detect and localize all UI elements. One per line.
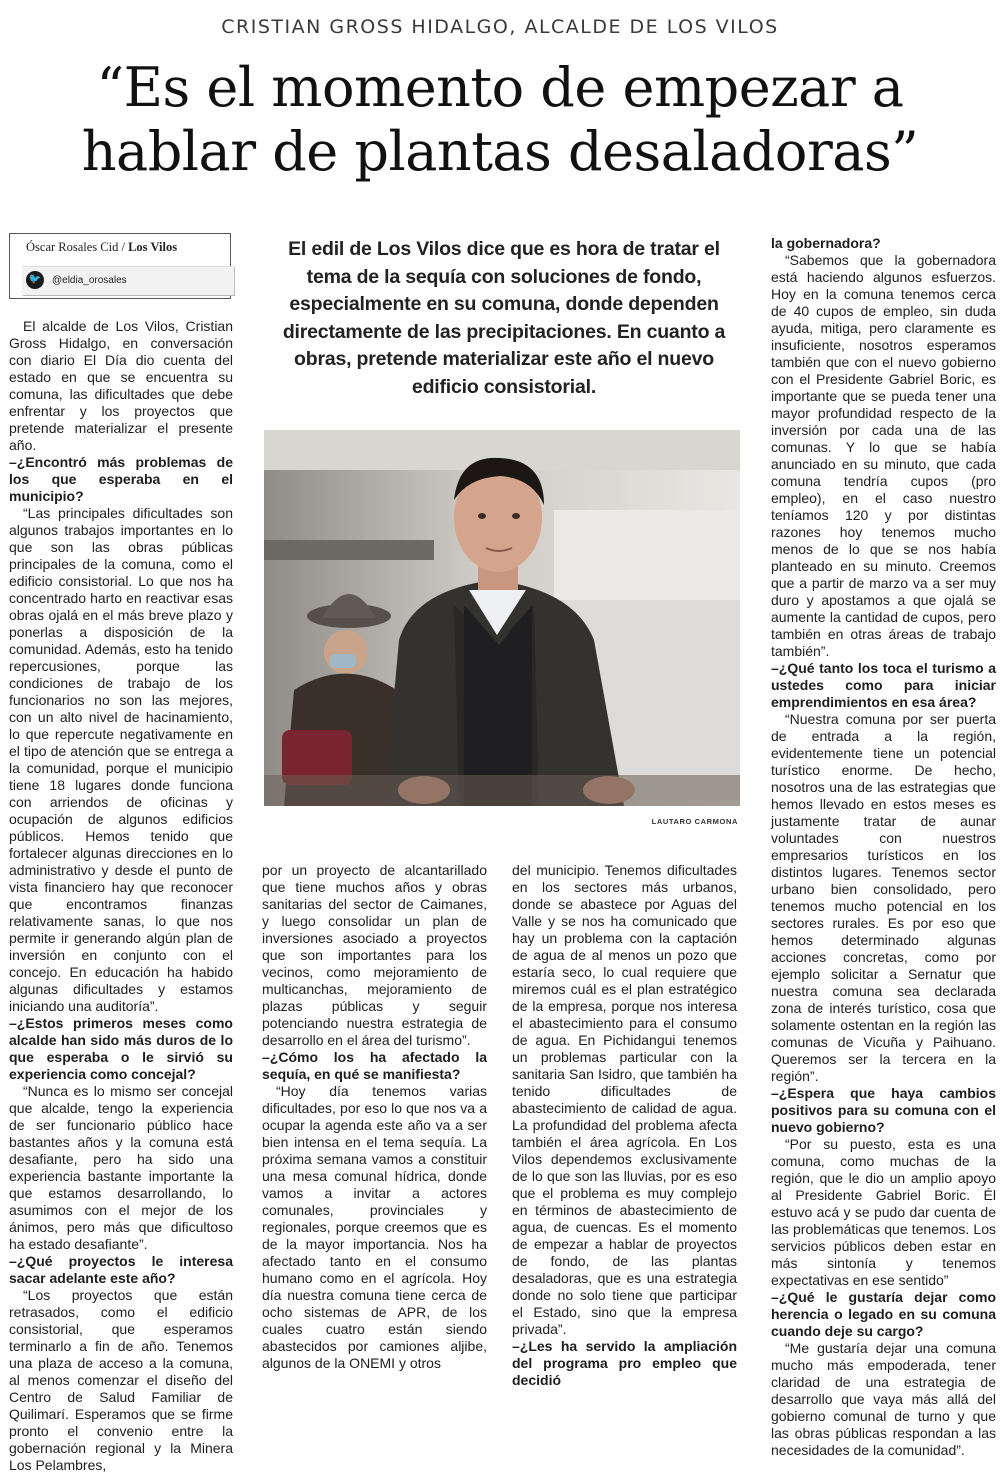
article-column-4 xyxy=(771,235,996,1459)
headline xyxy=(20,56,980,184)
author-name: Óscar Rosales Cid xyxy=(26,240,119,254)
article-paragraph: por un proyecto de alcantarillado que tiene muchos años y obras sanitarias del sector de Caimanes, y luego consolidar un plan de inversiones asociado a proyectos que son importantes para los vecinos, como mejoramiento de multicanchas, mejoramiento de plazas públicas y seguir potenciando nuestra estrategia de desarrollo en el área del turismo”. xyxy=(262,862,487,1048)
byline-separator: / xyxy=(121,240,125,254)
twitter-icon: 🐦 xyxy=(26,271,44,289)
article-paragraph: “Nunca es lo mismo ser concejal que alcalde, tengo la experiencia de ser funcionario público hace bastantes años y la comuna está desafiante, pero ha sido una experiencia bastante importante la que estamos desarrollando, lo asumimos con el mejor de los ánimos, pero más que dificultoso ha estado desafiante”. xyxy=(9,1083,233,1252)
interview-question: –¿Encontró más problemas de los que esperaba en el municipio? xyxy=(9,454,233,504)
article-paragraph: “Sabemos que la gobernadora está haciendo algunos esfuerzos. Hoy en la comuna tenemos cerca de 40 cupos de empleo, sin duda ayuda, mitiga, pero claramente es insuficiente, nosotros esperamos también que con el nuevo gobierno con el Presidente Gabriel Boric, es importante que se pueda tener una mayor profundidad respecto de la inversión por cada una de las comunas. Y lo que se había anunciado en su minuto, que cada comuna tendría cupos (pro empleo), en el caso nuestro teníamos 120 y por distintas razones hoy tenemos mucho menos de lo que se nos había planteado en su minuto. Creemos que a partir de marzo va a ser muy duro y apostamos a que ojalá se aumente la cantidad de cupos, pero también en otras áreas de trabajo también”. xyxy=(771,252,996,659)
article-column-2 xyxy=(262,862,487,1372)
interview-question: la gobernadora? xyxy=(771,235,881,251)
interview-question: –¿Qué proyectos le interesa sacar adelante este año? xyxy=(9,1253,233,1286)
headline-line-1: “Es el momento de empezar a xyxy=(96,56,904,119)
twitter-handle: @eldia_orosales xyxy=(52,275,127,286)
byline-box xyxy=(9,233,231,299)
interview-question: –¿Les ha servido la ampliación del programa pro empleo que decidió xyxy=(512,1338,737,1388)
author-location: Los Vilos xyxy=(128,240,178,254)
interview-question: –¿Cómo los ha afectado la sequía, en qué se manifiesta? xyxy=(262,1049,487,1082)
article-paragraph: El alcalde de Los Vilos, Cristian Gross Hidalgo, en conversación con diario El Día dio cuenta del estado en que se encuentra su comuna, las dificultades que debe enfrentar y los proyectos que pretende materializar el presente año. xyxy=(9,318,233,453)
photo-credit: LAUTARO CARMONA xyxy=(651,817,738,826)
article-paragraph: “Por su puesto, esta es una comuna, como muchas de la región, que le dio un amplio apoyo al Presidente Gabriel Boric. Él estuvo acá y se pudo dar cuenta de las problemáticas que tenemos. Los servicios públicos deben estar en más sintonía y tenemos expectativas en ese sentido” xyxy=(771,1136,996,1288)
portrait-photo xyxy=(264,430,740,806)
headline-line-2: hablar de plantas desaladoras” xyxy=(81,120,919,183)
social-handle-bar xyxy=(22,266,234,295)
lead-paragraph: El edil de Los Vilos dice que es hora de tratar el tema de la sequía con soluciones de fondo, especialmente en su comuna, donde dependen directamente de las precipitaciones. En cuanto a obras, pretende materializar este año el nuevo edificio consistorial. xyxy=(282,238,726,398)
article-column-3 xyxy=(512,862,737,1389)
article-paragraph: “Los proyectos que están retrasados, como el edificio consistorial, que esperamos terminarlo a fin de año. Tenemos una plaza de acceso a la comuna, al menos comenzar el diseño del Centro de Salud Familiar de Quilimarí. Esperamos que se firme pronto el convenio entre la gobernación regional y la Minera Los Pelambres, xyxy=(9,1287,233,1473)
article-paragraph: “Me gustaría dejar una comuna mucho más empoderada, tener claridad de una estrategia de desarrollo que vaya más allá del gobierno comunal de turno y que las obras públicas respondan a las necesidades de la comunidad”. xyxy=(771,1340,996,1458)
kicker: CRISTIAN GROSS HIDALGO, ALCALDE DE LOS VILOS xyxy=(221,16,779,38)
portrait-photo-drawing xyxy=(264,430,740,806)
interview-question: –¿Qué tanto los toca el turismo a ustedes como para iniciar emprendimientos en esa área? xyxy=(771,660,996,710)
article-paragraph: “Hoy día tenemos varias dificultades, por eso lo que nos va a ocupar la agenda este año va a ser bien intensa en el tema sequía. La próxima semana vamos a constituir una mesa comunal hídrica, donde vamos a invitar a actores comunales, provinciales y regionales, porque creemos que es de la mayor importancia. Nos ha afectado tanto en el consumo humano como en el agrícola. Hoy día nuestra comuna tiene cerca de ocho sistemas de APR, de los cuales cuatro están siendo abastecidos por camiones aljibe, algunos de la ONEMI y otros xyxy=(262,1083,487,1371)
article-paragraph: “Nuestra comuna por ser puerta de entrada a la región, evidentemente tiene un potencial turístico enorme. De hecho, nosotros una de las estrategias que hemos llevado en estos meses es justamente tratar de aunar voluntades con nuestros empresarios turísticos en los distintos lugares. Tenemos sector urbano bien consolidado, pero tenemos mucho potencial en los sectores rurales. Es por eso que hemos determinado algunas acciones concretas, como por ejemplo solicitar a Sernatur que nuestra comuna sea declarada zona de interés turístico, cosa que solamente ostentan en la región las comunas de Vicuña y Paihuano. Queremos ser la tercera en la región”. xyxy=(771,711,996,1084)
interview-question: –¿Espera que haya cambios positivos para su comuna con el nuevo gobierno? xyxy=(771,1085,996,1135)
article-paragraph: del municipio. Tenemos dificultades en los sectores más urbanos, donde se abastece por Aguas del Valle y se nos ha comunicado que hay un problema con la captación de agua de al menos un pozo que estaría seco, lo cual requiere que miremos cuál es el plan estratégico de la empresa, porque nos interesa el abastecimiento para el consumo de agua. En Pichidangui tenemos un problemas particular con la sanitaria San Isidro, que también ha tenido dificultades de abastecimiento de calidad de agua. La profundidad del problema afecta también el área agrícola. En Los Vilos dependemos exclusivamente de lo que son las lluvias, por es eso que el problema es muy complejo en términos de abastecimiento de agua, de cuencas. Es el momento de empezar a hablar de proyectos de fondo, de las plantas desaladoras, que es una estrategia donde no solo tiene que participar el Estado, sino que la empresa privada”. xyxy=(512,862,737,1337)
byline-author xyxy=(26,240,177,255)
interview-question: –¿Qué le gustaría dejar como herencia o legado en su comuna cuando deje su cargo? xyxy=(771,1289,996,1339)
article-paragraph: “Las principales dificultades son algunos trabajos importantes en lo que son las obras públicas principales de la comuna, como el edificio consistorial. Lo que nos ha concentrado harto en reactivar esas obras ojalá en el más breve plazo y ponerlas a disposición de la comunidad. Además, esto ha tenido repercusiones, porque las condiciones de trabajo de los funcionarios no son las mejores, con un alto nivel de hacinamiento, lo que repercute negativamente en el tipo de atención que se entrega a la comunidad, porque el municipio tiene 18 lugares donde funciona con arriendos de oficinas y ocupación de algunos edificios públicos. Hemos tenido que fortalecer algunas direcciones en lo administrativo y desde el punto de vista financiero hay que reconocer que encontramos finanzas relativamente sanas, lo que nos permite ir generando algún plan de inversión en conjunto con el concejo. En educación ha habido algunas dificultades y estamos iniciando una auditoría”. xyxy=(9,505,233,1014)
interview-question: –¿Estos primeros meses como alcalde han sido más duros de lo que esperaba o le sirvió su experiencia como concejal? xyxy=(9,1015,233,1082)
article-column-1 xyxy=(9,318,233,1474)
